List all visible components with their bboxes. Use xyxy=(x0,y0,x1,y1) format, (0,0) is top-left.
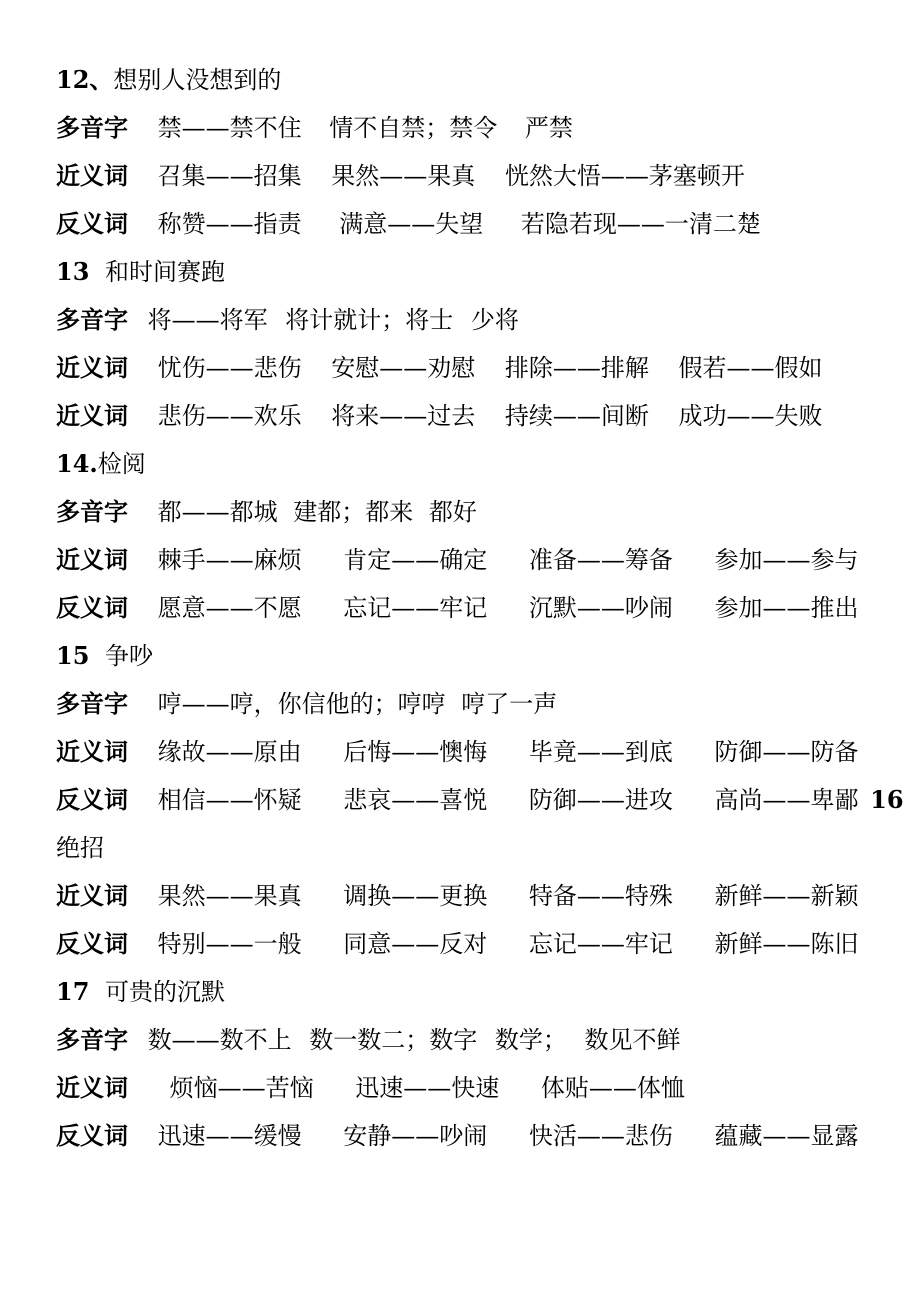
word-row xyxy=(56,300,519,340)
row-label: 近义词 xyxy=(56,353,128,382)
row-content: 果然——果真 调换——更换 特备——特殊 新鲜——新颖 xyxy=(157,882,859,910)
row-label: 近义词 xyxy=(56,881,128,910)
word-row xyxy=(56,1068,685,1108)
row-content: 哼——哼，你信他的；哼哼 哼了一声 xyxy=(157,690,558,718)
lesson-title: 检阅 xyxy=(97,450,146,478)
word-row xyxy=(56,780,904,820)
row-label: 反义词 xyxy=(56,929,128,958)
lesson-title: 和时间赛跑 xyxy=(105,258,226,286)
row-content: 相信——怀疑 悲哀——喜悦 防御——进攻 高尚——卑鄙 xyxy=(157,786,859,814)
row-content: 缘故——原由 后悔——懊悔 毕竟——到底 防御——防备 xyxy=(157,738,859,766)
word-row xyxy=(56,396,823,436)
row-label: 反义词 xyxy=(56,785,128,814)
row-label: 近义词 xyxy=(56,737,128,766)
row-label: 反义词 xyxy=(56,593,128,622)
lesson-number: 14. xyxy=(56,449,98,478)
lesson-number: 17 xyxy=(56,977,90,1006)
lesson-title-continued xyxy=(56,828,104,868)
word-row xyxy=(56,348,823,388)
row-content: 棘手——麻烦 肯定——确定 准备——筹备 参加——参与 xyxy=(157,546,859,574)
row-content: 召集——招集 果然——果真 恍然大悟——茅塞顿开 xyxy=(157,162,745,190)
row-content: 将——将军 将计就计；将士 少将 xyxy=(147,306,519,334)
word-row xyxy=(56,1020,681,1060)
word-row xyxy=(56,924,859,964)
row-label: 近义词 xyxy=(56,1073,128,1102)
lesson-heading xyxy=(56,972,225,1012)
word-row xyxy=(56,540,859,580)
word-row xyxy=(56,156,745,196)
row-label: 多音字 xyxy=(56,1025,128,1054)
row-content: 称赞——指责 满意——失望 若隐若现——一清二楚 xyxy=(157,210,761,238)
row-content: 特别——一般 同意——反对 忘记——牢记 新鲜——陈旧 xyxy=(157,930,859,958)
lesson-number: 12、 xyxy=(56,65,114,94)
row-label: 多音字 xyxy=(56,497,128,526)
row-label: 多音字 xyxy=(56,689,128,718)
word-row xyxy=(56,588,859,628)
lesson-number: 15 xyxy=(56,641,90,670)
row-label: 反义词 xyxy=(56,209,128,238)
row-content: 禁——禁不住 情不自禁；禁令 严禁 xyxy=(157,114,573,142)
row-label: 多音字 xyxy=(56,305,128,334)
row-label: 反义词 xyxy=(56,1121,128,1150)
row-content: 忧伤——悲伤 安慰——劝慰 排除——排解 假若——假如 xyxy=(157,354,823,382)
row-content: 烦恼——苦恼 迅速——快速 体贴——体恤 xyxy=(169,1074,685,1102)
lesson-title: 想别人没想到的 xyxy=(113,66,282,94)
row-label: 近义词 xyxy=(56,401,128,430)
word-row xyxy=(56,492,477,532)
word-row xyxy=(56,876,859,916)
row-content: 悲伤——欢乐 将来——过去 持续——间断 成功——失败 xyxy=(157,402,823,430)
word-row xyxy=(56,108,573,148)
word-row xyxy=(56,684,557,724)
word-row xyxy=(56,1116,859,1156)
row-label: 近义词 xyxy=(56,161,128,190)
lesson-heading xyxy=(56,444,146,484)
row-label: 多音字 xyxy=(56,113,128,142)
lesson-number: 13 xyxy=(56,257,90,286)
word-row xyxy=(56,732,859,772)
lesson-heading xyxy=(56,252,225,292)
row-content: 迅速——缓慢 安静——吵闹 快活——悲伤 蕴藏——显露 xyxy=(157,1122,859,1150)
lesson-heading xyxy=(56,636,153,676)
lesson-heading xyxy=(56,60,281,100)
row-content: 都——都城 建都；都来 都好 xyxy=(157,498,477,526)
lesson-number: 16 xyxy=(870,785,904,814)
row-label: 近义词 xyxy=(56,545,128,574)
lesson-title: 争吵 xyxy=(105,642,154,670)
lesson-title: 绝招 xyxy=(56,834,104,862)
row-content: 数——数不上 数一数二；数字 数学； 数见不鲜 xyxy=(147,1026,681,1054)
row-content: 愿意——不愿 忘记——牢记 沉默——吵闹 参加——推出 xyxy=(157,594,859,622)
word-row xyxy=(56,204,761,244)
lesson-title: 可贵的沉默 xyxy=(105,978,226,1006)
